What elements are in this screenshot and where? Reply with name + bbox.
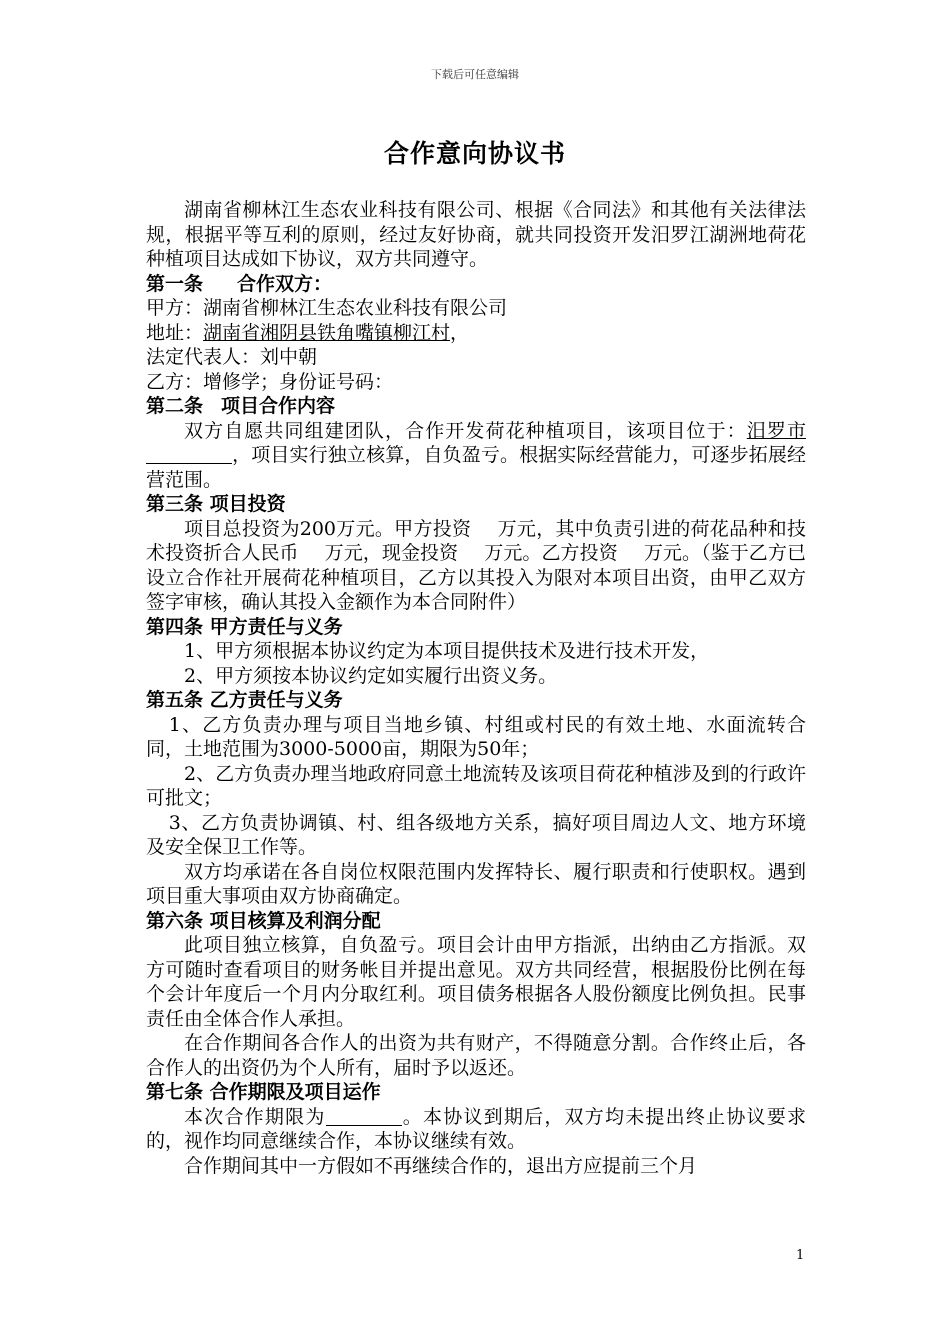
page-number: 1 [796, 1248, 805, 1263]
project-location: 汨罗市 [146, 420, 806, 467]
party-a-name: 湖南省柳林江生态农业科技有限公司 [203, 297, 508, 319]
article-6-paragraph-2: 在合作期间各合作人的出资为共有财产，不得随意分割。合作终止后，各合作人的出资仍为个人所有，届时予以返还。 [146, 1032, 806, 1079]
article-5-item-2: 2、乙方负责办理当地政府同意土地流转及该项目荷花种植涉及到的行政许可批文； [146, 762, 806, 809]
document-body [146, 198, 806, 1178]
party-b-line: 乙方：增修学；身份证号码： [146, 370, 394, 393]
term-blank [326, 1107, 402, 1126]
address-line: 地址：湖南省湘阴县铁角嘴镇柳江村， [146, 321, 470, 344]
article-5-heading: 第五条 乙方责任与义务 [146, 689, 343, 711]
document-title: 合作意向协议书 [383, 139, 566, 168]
article-5-item-1: 1、乙方负责办理与项目当地乡镇、村组或村民的有效土地、水面流转合同，土地范围为3000-5000亩，期限为50年； [146, 713, 806, 760]
article-6-heading: 第六条 项目核算及利润分配 [146, 909, 381, 932]
article-5-item-3: 3、乙方负责协调镇、村、组各级地方关系，搞好项目周边人文、地方环境及安全保卫工作等。 [146, 811, 806, 858]
article-7-paragraph-2: 合作期间其中一方假如不再继续合作的，退出方应提前三个月 [184, 1154, 698, 1177]
article-5-closing: 双方均承诺在各自岗位权限范围内发挥特长、履行职责和行使职权。遇到项目重大事项由双方协商确定。 [146, 860, 806, 907]
article-4-heading: 第四条 甲方责任与义务 [146, 615, 343, 638]
legal-rep-name: 刘中朝 [260, 346, 318, 368]
article-7-heading: 第七条 合作期限及项目运作 [146, 1081, 381, 1103]
article-2-heading: 第二条 项目合作内容 [146, 395, 336, 417]
article-3-paragraph: 项目总投资为200万元。甲方投资 万元，其中负责引进的荷花品种和技术投资折合人民币 万元，现金投资 万元。乙方投资 万元。（鉴于乙方已设立合作社开展荷花种植项目，乙方以其投入为限对本项目出资，由甲乙双方签字审核，确认其投入金额作为本合同附件） [146, 517, 806, 613]
party-a-line: 甲方：湖南省柳林江生态农业科技有限公司 [146, 297, 508, 319]
article-2-paragraph: 双方自愿共同组建团队，合作开发荷花种植项目，该项目位于：汨罗市，项目实行独立核算，自负盈亏。根据实际经营能力，可逐步拓展经营范围。 [146, 419, 806, 491]
article-1-heading: 第一条 合作双方： [146, 272, 333, 295]
article-6-paragraph-1: 此项目独立核算，自负盈亏。项目会计由甲方指派，出纳由乙方指派。双方可随时查看项目的财务帐目并提出意见。双方共同经营，根据股份比例在每个会计年度后一个月内分取红利。项目债务根据各人股份额度比例负担。民事责任由全体合作人承担。 [146, 934, 806, 1030]
page-header-note: 下载后可任意编辑 [431, 68, 519, 81]
address-value: 湖南省湘阴县铁角嘴镇柳江村 [203, 321, 451, 344]
article-7-paragraph-1: 本次合作期限为 。本协议到期后，双方均未提出终止协议要求的，视作均同意继续合作，本协议继续有效。 [146, 1105, 806, 1152]
article-3-heading: 第三条 项目投资 [146, 493, 286, 515]
article-4-item-2: 2、甲方须按本协议约定如实履行出资义务。 [184, 664, 558, 687]
article-4-item-1: 1、甲方须根据本协议约定为本项目提供技术及进行技术开发， [184, 640, 710, 662]
intro-paragraph: 湖南省柳林江生态农业科技有限公司、根据《合同法》和其他有关法律法规，根据平等互利的原则，经过友好协商，就共同投资开发汨罗江湖洲地荷花种植项目达成如下协议，双方共同遵守。 [146, 199, 806, 270]
legal-rep-line: 法定代表人：刘中朝 [146, 346, 318, 368]
